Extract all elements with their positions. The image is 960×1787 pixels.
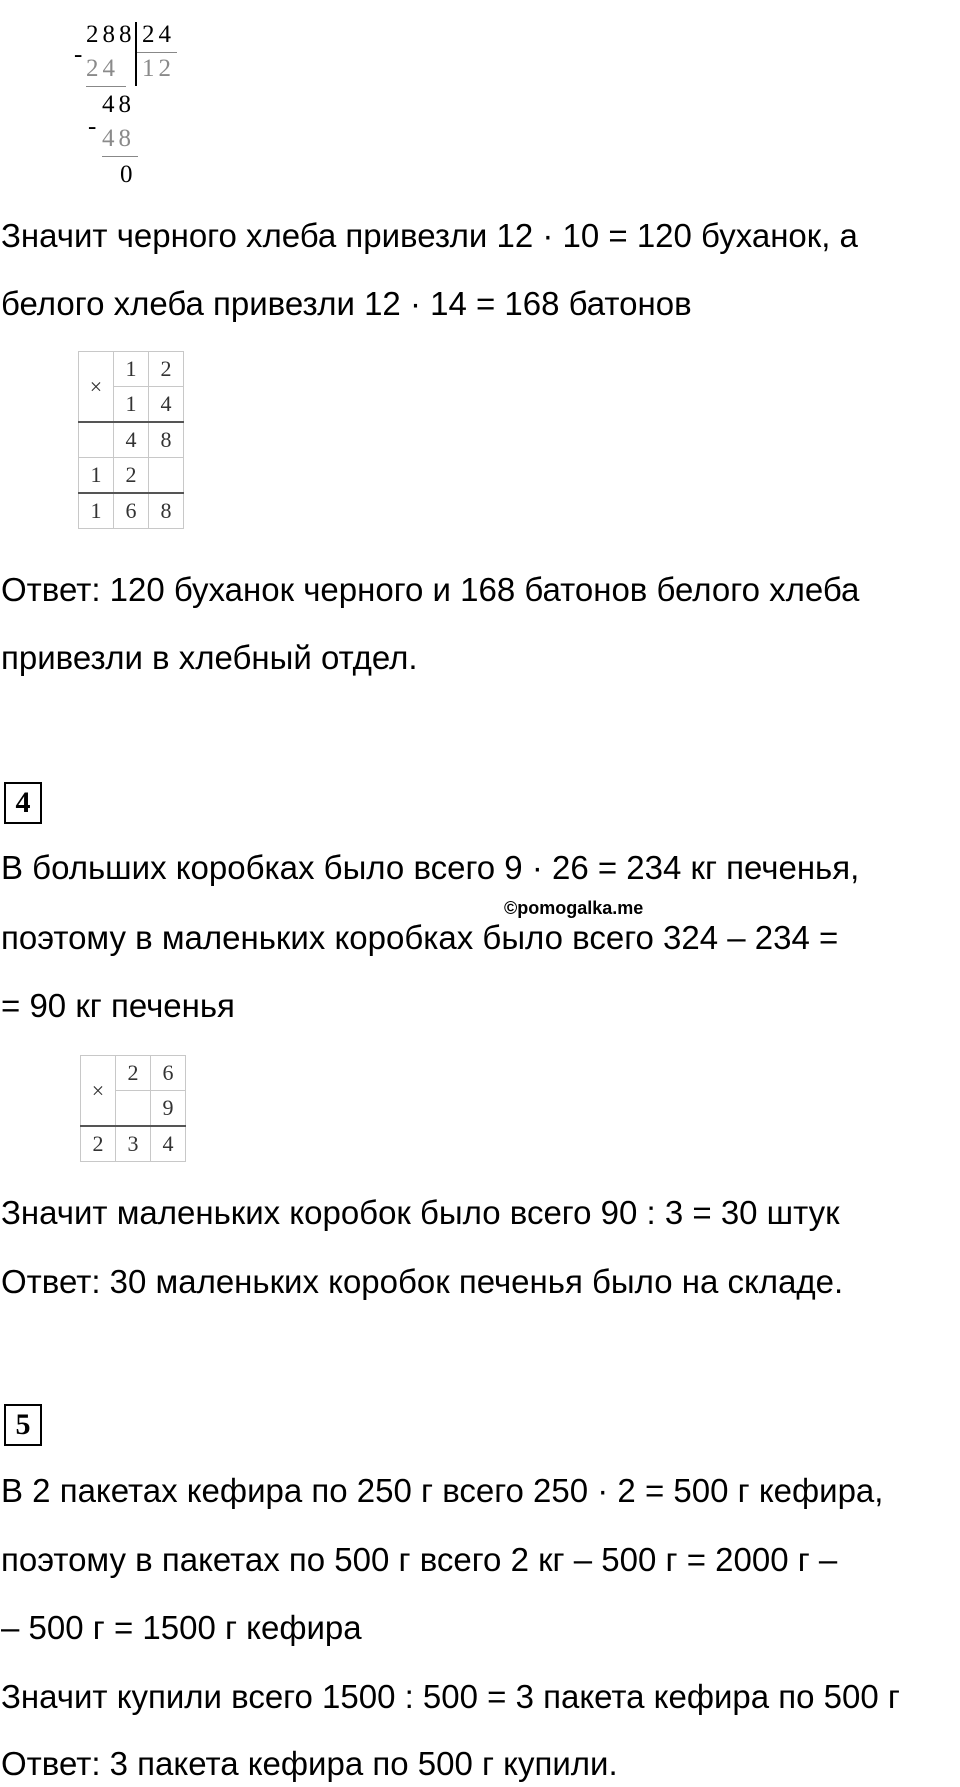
grid-cell: 4	[151, 1126, 186, 1162]
minus-sign: -	[74, 41, 87, 68]
times-sign: ×	[79, 352, 114, 423]
grid-cell: 6	[114, 493, 149, 529]
grid-cell: 2	[116, 1056, 151, 1091]
task-number-4: 4	[4, 782, 42, 824]
minus-sign-2: -	[88, 113, 101, 140]
text-line: поэтому в пакетах по 500 г всего 2 кг – 500 г = 2000 г –	[1, 1541, 838, 1578]
answer-line: Ответ: 120 буханок черного и 168 батонов белого хлеба	[1, 571, 860, 608]
text-line: Значит купили всего 1500 : 500 = 3 пакета кефира по 500 г	[1, 1678, 900, 1715]
grid-cell: 4	[149, 387, 184, 423]
multiplication-grid-2	[80, 1055, 186, 1162]
quotient: 12	[142, 55, 175, 82]
grid-cell: 3	[116, 1126, 151, 1162]
division-result: 0	[120, 161, 137, 188]
grid-cell: 4	[114, 422, 149, 458]
divisor: 24	[142, 21, 175, 48]
text-line: Значит маленьких коробок было всего 90 : 3 = 30 штук	[1, 1194, 840, 1231]
grid-cell	[116, 1091, 151, 1127]
grid-cell: 2	[114, 458, 149, 494]
text-line: – 500 г = 1500 г кефира	[1, 1609, 362, 1646]
grid-cell: 1	[79, 493, 114, 529]
dividend: 288	[86, 21, 136, 48]
grid-cell: 6	[151, 1056, 186, 1091]
multiplication-grid-1	[78, 351, 184, 529]
grid-cell: 1	[79, 458, 114, 494]
grid-cell: 1	[114, 387, 149, 423]
text-line: привезли в хлебный отдел.	[1, 639, 418, 676]
remainder-1: 48	[102, 91, 135, 118]
grid-cell: 9	[151, 1091, 186, 1127]
grid-cell	[149, 458, 184, 494]
grid-cell: 1	[114, 352, 149, 387]
division-underline-2	[102, 156, 138, 157]
division-bar	[135, 22, 137, 86]
text-line: поэтому в маленьких коробках было всего 324 – 234 =	[1, 919, 839, 956]
task-number-5: 5	[4, 1404, 42, 1446]
subtrahend-1: 24	[86, 55, 119, 82]
times-sign: ×	[81, 1056, 116, 1127]
grid-cell	[79, 422, 114, 458]
text-line: В 2 пакетах кефира по 250 г всего 250 · 2 = 500 г кефира,	[1, 1472, 884, 1509]
division-underline-1	[86, 86, 126, 87]
grid-cell: 2	[81, 1126, 116, 1162]
grid-cell: 2	[149, 352, 184, 387]
text-line: белого хлеба привезли 12 · 14 = 168 батонов	[1, 285, 692, 322]
answer-line: Ответ: 30 маленьких коробок печенья было на складе.	[1, 1263, 844, 1300]
text-line: Значит черного хлеба привезли 12 · 10 = 120 буханок, а	[1, 217, 858, 254]
subtrahend-2: 48	[102, 125, 135, 152]
text-line: В больших коробках было всего 9 · 26 = 234 кг печенья,	[1, 849, 860, 886]
answer-line: Ответ: 3 пакета кефира по 500 г купили.	[1, 1745, 618, 1782]
divisor-underline	[137, 52, 177, 53]
grid-cell: 8	[149, 493, 184, 529]
text-line: = 90 кг печенья	[1, 987, 235, 1024]
grid-cell: 8	[149, 422, 184, 458]
watermark: ©pomogalka.me	[504, 898, 644, 918]
